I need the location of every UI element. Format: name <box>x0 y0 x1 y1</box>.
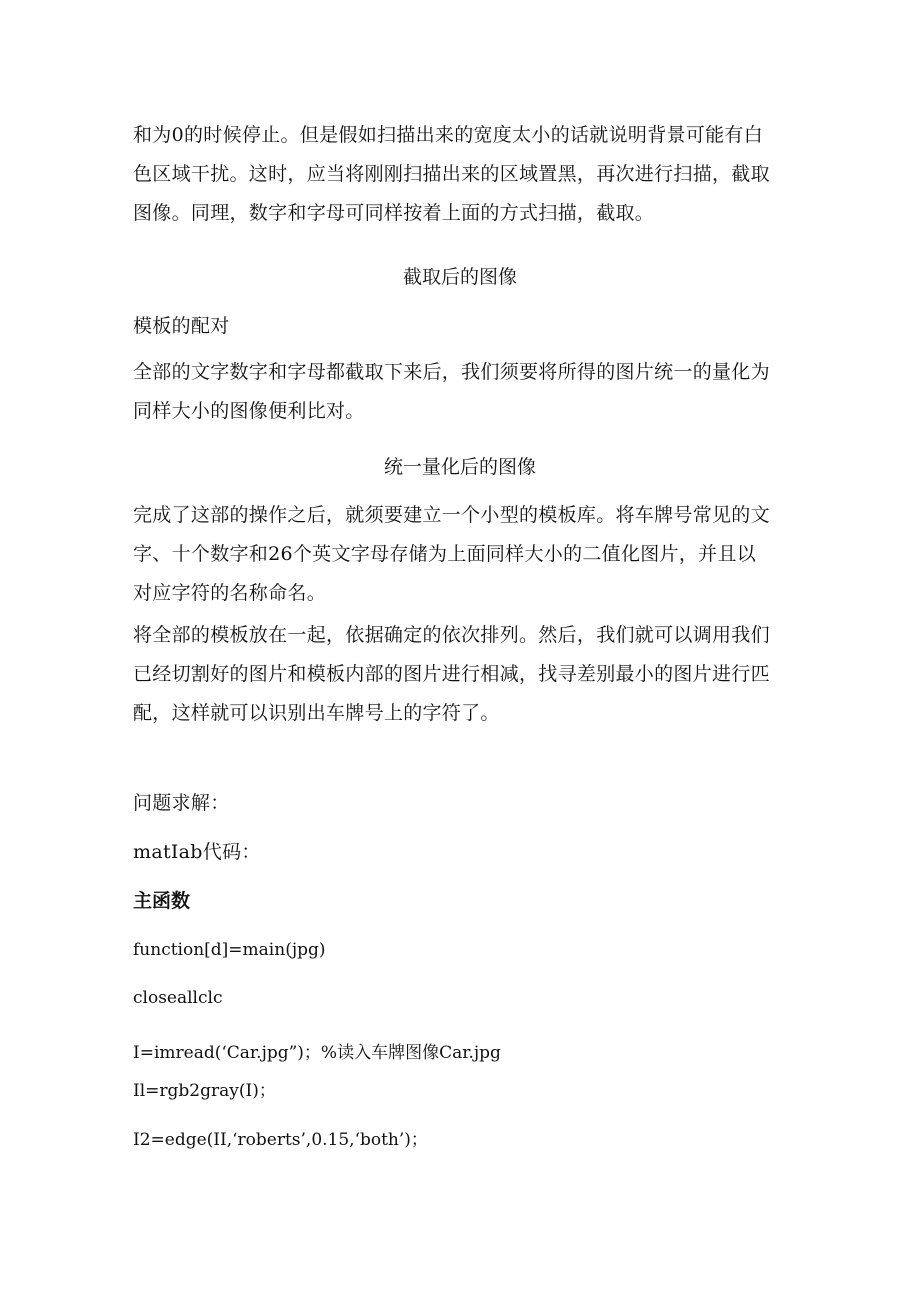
text-line: 同样大小的图像便利比对。 <box>133 400 365 422</box>
text-line: 将全部的模板放在一起，依据确定的依次排列。然后，我们就可以调用我们 <box>133 624 770 646</box>
code-line-function-def: function[d]=main(jpg) <box>133 940 326 960</box>
problem-solving-label: 问题求解： <box>133 792 230 814</box>
code-line-close-clc: closeallclc <box>133 988 223 1008</box>
text-line: 和为0的时候停止。但是假如扫描出来的宽度太小的话就说明背景可能有白 <box>133 124 763 146</box>
text-line: 配，这样就可以识别出车牌号上的字符了。 <box>133 702 500 724</box>
paragraph-scan-stop <box>133 116 793 233</box>
section-title-template-matching: 模板的配对 <box>133 315 230 337</box>
text-line: 全部的文字数字和字母都截取下来后，我们须要将所得的图片统一的量化为 <box>133 361 770 383</box>
paragraph-normalize <box>133 353 793 431</box>
main-function-heading: 主函数 <box>133 890 191 912</box>
paragraph-template-library <box>133 496 793 613</box>
text-line: 色区域干扰。这时，应当将刚刚扫描出来的区域置黑，再次进行扫描，截取 <box>133 163 770 185</box>
matlab-code-label: matIab代码： <box>133 841 261 863</box>
text-line: 字、十个数字和26个英文字母存储为上面同样大小的二值化图片，并且以 <box>133 543 757 565</box>
figure-caption-normalized: 统一量化后的图像 <box>383 456 536 478</box>
text-line: 已经切割好的图片和模板内部的图片进行相减，找寻差别最小的图片进行匹 <box>133 663 770 685</box>
text-line: 图像。同理，数字和字母可同样按着上面的方式扫描，截取。 <box>133 202 655 224</box>
code-line-imread: I=imread(‘Car.jpg”)；%读入车牌图像Car.jpg <box>133 1043 501 1063</box>
text-line: 对应字符的名称命名。 <box>133 582 327 604</box>
text-line: 完成了这部的操作之后，就须要建立一个小型的模板库。将车牌号常见的文 <box>133 504 770 526</box>
paragraph-matching-method <box>133 616 793 733</box>
figure-caption-cropped: 截取后的图像 <box>402 266 517 288</box>
code-line-edge: I2=edge(II,‘roberts’,0.15,‘both’)； <box>133 1130 428 1150</box>
code-line-rgb2gray: Il=rgb2gray(I)； <box>133 1081 276 1101</box>
